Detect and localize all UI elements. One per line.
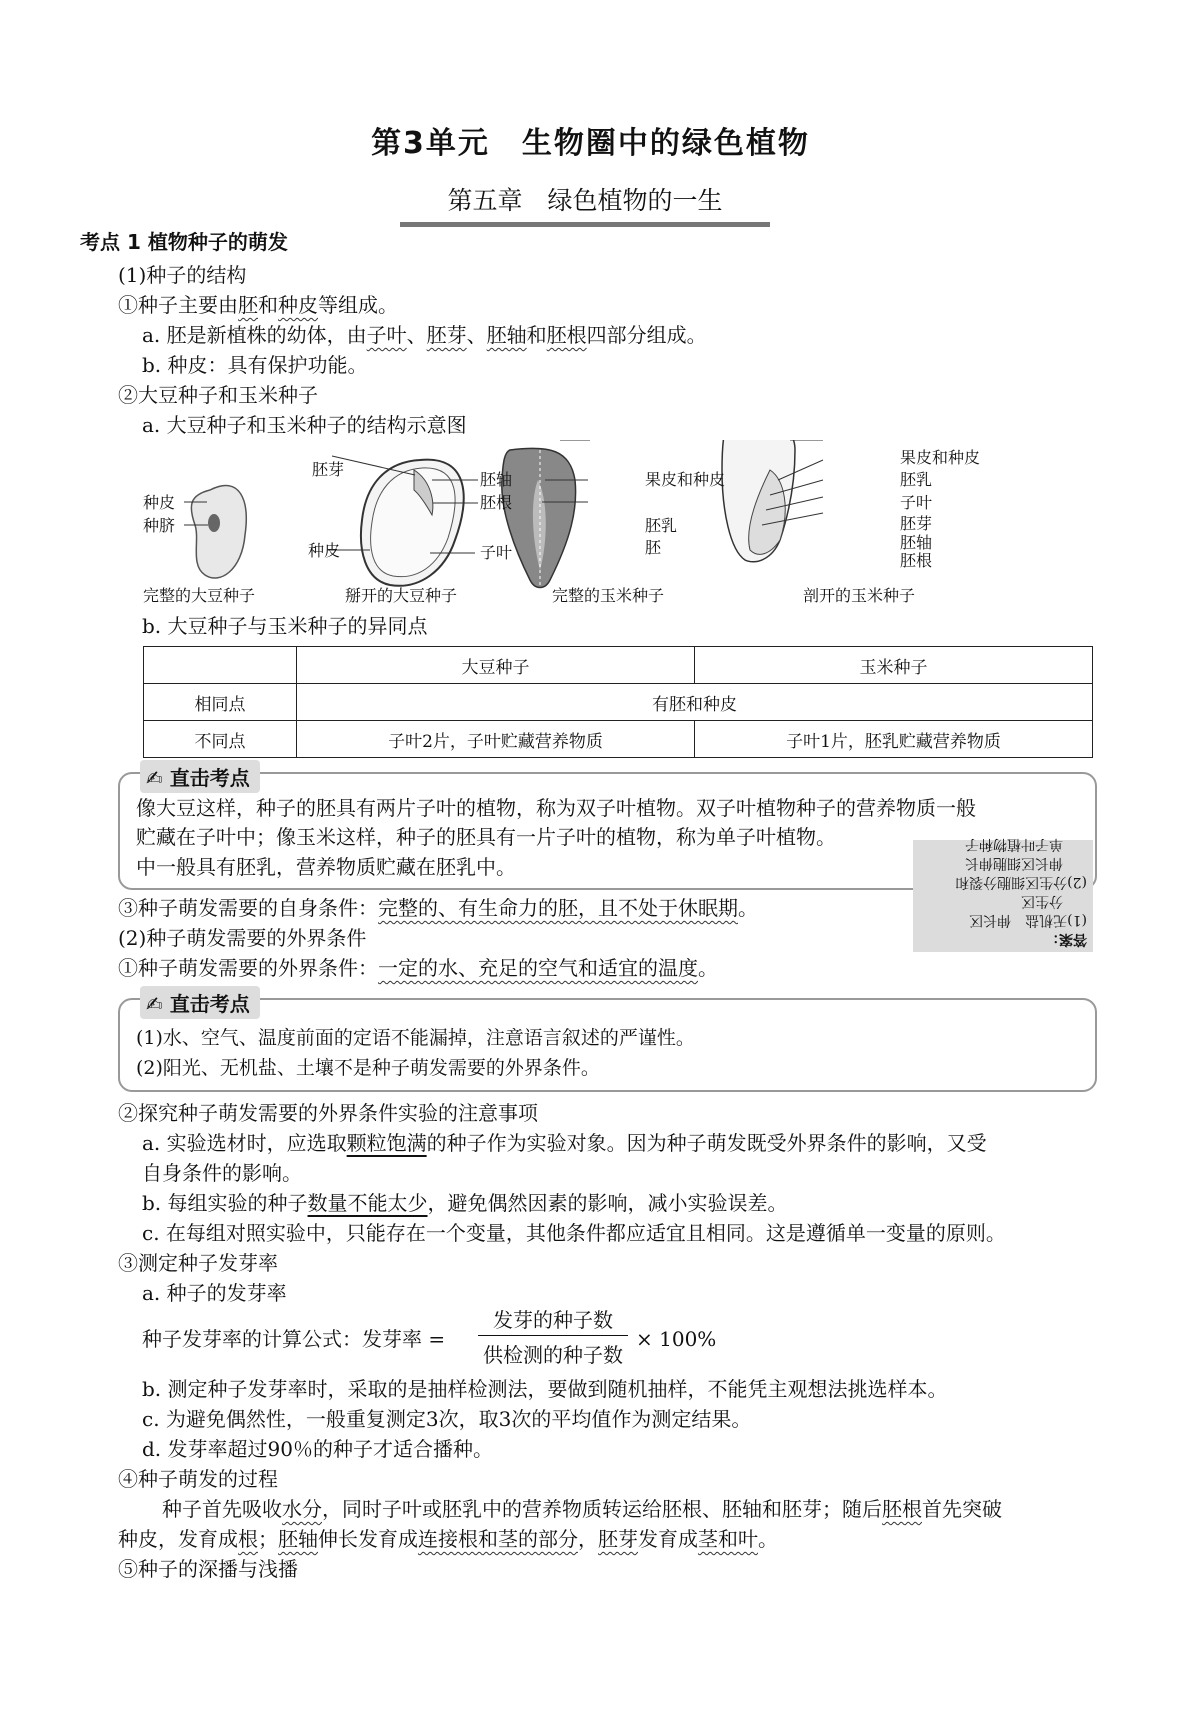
table-row-same-value: 有胚和种皮: [297, 684, 1093, 721]
experiment-c-line: c. 在每组对照实验中，只能存在一个变量，其他条件都应适宜且相同。这是遵循单一变量的原则。: [142, 1221, 1006, 1245]
caption-open-soybean: 掰开的大豆种子: [345, 586, 458, 605]
seed-structure-heading: (1)种子的结构: [118, 263, 247, 287]
embryo-line: a. 胚是新植株的幼体，由子叶、胚芽、胚轴和胚根四部分组成。: [142, 323, 707, 347]
external-conditions-line: ①种子萌发需要的外界条件：一定的水、充足的空气和适宜的温度。: [118, 956, 718, 980]
label-pericarp-1: 果皮和种皮: [645, 470, 726, 489]
table-row-diff-corn: 子叶1片，胚乳贮藏营养物质: [695, 721, 1093, 758]
diagram-heading: a. 大豆种子和玉米种子的结构示意图: [142, 413, 467, 437]
tip-box-2-line-2: (2)阳光、无机盐、土壤不是种子萌发需要的外界条件。: [136, 1057, 600, 1079]
label-radicle-1: 胚根: [480, 493, 513, 512]
kaodian-heading: 考点 1 植物种子的萌发: [80, 230, 288, 254]
tip-box-1-line-3: 中一般具有胚乳，营养物质贮藏在胚乳中。: [136, 855, 516, 879]
tip-box-1-line-2: 贮藏在子叶中；像玉米这样，种子的胚具有一片子叶的植物，称为单子叶植物。: [136, 825, 836, 849]
germination-process-line-2: 种皮，发育成根；胚轴伸长发育成连接根和茎的部分，胚芽发育成茎和叶。: [118, 1527, 778, 1551]
formula-denominator: 供检测的种子数: [483, 1343, 623, 1367]
table-row-same-label: 相同点: [144, 684, 297, 721]
label-cotyledon-1: 子叶: [480, 543, 513, 562]
answer-block: [913, 836, 1093, 952]
sowing-depth-heading: ⑤种子的深播与浅播: [118, 1557, 298, 1581]
caption-whole-corn: 完整的玉米种子: [552, 586, 665, 605]
open-soybean-figure: [328, 456, 478, 586]
whole-soybean-figure: [184, 486, 246, 578]
self-condition-line: ③种子萌发需要的自身条件：完整的、有生命力的胚，且不处于休眠期。: [118, 896, 758, 920]
answer-line-1: (1)无机盐 伸长区: [969, 912, 1087, 928]
germination-rate-heading: ③测定种子发芽率: [118, 1251, 278, 1275]
formula-label: 种子发芽率的计算公式：发芽率 =: [142, 1327, 446, 1351]
label-radicle-2: 胚根: [900, 551, 933, 570]
table-row-diff-soy: 子叶2片，子叶贮藏营养物质: [297, 721, 695, 758]
tip-box-2-label: ✍ 直击考点: [140, 986, 260, 1019]
label-seed-coat-2: 种皮: [308, 541, 341, 560]
label-hypocotyl-2: 胚轴: [900, 533, 933, 552]
label-plumule-2: 胚芽: [900, 514, 933, 533]
chapter-title: 第五章 绿色植物的一生: [400, 186, 770, 227]
soy-corn-heading: ②大豆种子和玉米种子: [118, 383, 318, 407]
comparison-heading: b. 大豆种子与玉米种子的异同点: [142, 614, 428, 638]
label-cotyledon-2: 子叶: [900, 493, 933, 512]
label-endosperm-1: 胚乳: [645, 516, 678, 535]
formula-numerator: 发芽的种子数: [478, 1308, 628, 1336]
table-header-soy: 大豆种子: [297, 647, 695, 684]
experiment-a-line-1: a. 实验选材时，应选取颗粒饱满的种子作为实验对象。因为种子萌发既受外界条件的影响，又受: [142, 1131, 987, 1155]
answer-line-2: 分生区: [1021, 893, 1063, 909]
germination-process-heading: ④种子萌发的过程: [118, 1467, 278, 1491]
tip-box-2-line-1: (1)水、空气、温度前面的定语不能漏掉，注意语言叙述的严谨性。: [136, 1027, 695, 1049]
germination-rate-c: c. 为避免偶然性，一般重复测定3次，取3次的平均值作为测定结果。: [142, 1407, 752, 1431]
label-seed-coat-1: 种皮: [143, 493, 176, 512]
germination-rate-b: b. 测定种子发芽率时，采取的是抽样检测法，要做到随机抽样，不能凭主观想法挑选样本。: [142, 1377, 948, 1401]
germination-rate-a: a. 种子的发芽率: [142, 1281, 287, 1305]
tip-box-1-label: ✍ 直击考点: [140, 760, 260, 793]
external-conditions-heading: (2)种子萌发需要的外界条件: [118, 926, 367, 950]
experiment-b-line: b. 每组实验的种子数量不能太少，避免偶然因素的影响，减小实验误差。: [142, 1191, 788, 1215]
caption-whole-soybean: 完整的大豆种子: [143, 586, 256, 605]
table-row-diff-label: 不同点: [144, 721, 297, 758]
seed-composition-line: ①种子主要由胚和种皮等组成。: [118, 293, 398, 317]
answer-line-3: (2)分生区细胞分裂和: [955, 874, 1087, 890]
label-embryo-1: 胚: [645, 538, 662, 557]
formula-multiplier: × 100%: [636, 1327, 717, 1351]
label-pericarp-2: 果皮和种皮: [900, 448, 981, 467]
comparison-table: [143, 646, 1093, 758]
germination-rate-d: d. 发芽率超过90％的种子才适合播种。: [142, 1437, 493, 1461]
whole-corn-figure: [502, 440, 590, 588]
answer-line-5: 单子叶植物种子: [965, 836, 1063, 852]
seed-coat-line: b. 种皮：具有保护功能。: [142, 353, 368, 377]
table-corner: [144, 647, 297, 684]
experiment-heading: ②探究种子萌发需要的外界条件实验的注意事项: [118, 1101, 538, 1125]
answer-line-4: 伸长区细胞伸长: [965, 855, 1063, 871]
answer-title: 答案：: [1045, 931, 1087, 947]
tip-box-1-line-1: 像大豆这样，种子的胚具有两片子叶的植物，称为双子叶植物。双子叶植物种子的营养物质一般: [136, 796, 976, 820]
caption-cut-corn: 剖开的玉米种子: [803, 586, 916, 605]
cut-corn-figure: [722, 440, 823, 562]
label-hypocotyl-1: 胚轴: [480, 470, 513, 489]
table-header-corn: 玉米种子: [695, 647, 1093, 684]
label-hilum: 种脐: [143, 516, 176, 535]
label-endosperm-2: 胚乳: [900, 470, 933, 489]
germination-process-line-1: 种子首先吸收水分，同时子叶或胚乳中的营养物质转运给胚根、胚轴和胚芽；随后胚根首先突破: [162, 1497, 1002, 1521]
experiment-a-line-2: 自身条件的影响。: [142, 1161, 302, 1185]
page-title: 第3单元 生物圈中的绿色植物: [371, 126, 810, 161]
label-plumule-1: 胚芽: [312, 460, 345, 479]
